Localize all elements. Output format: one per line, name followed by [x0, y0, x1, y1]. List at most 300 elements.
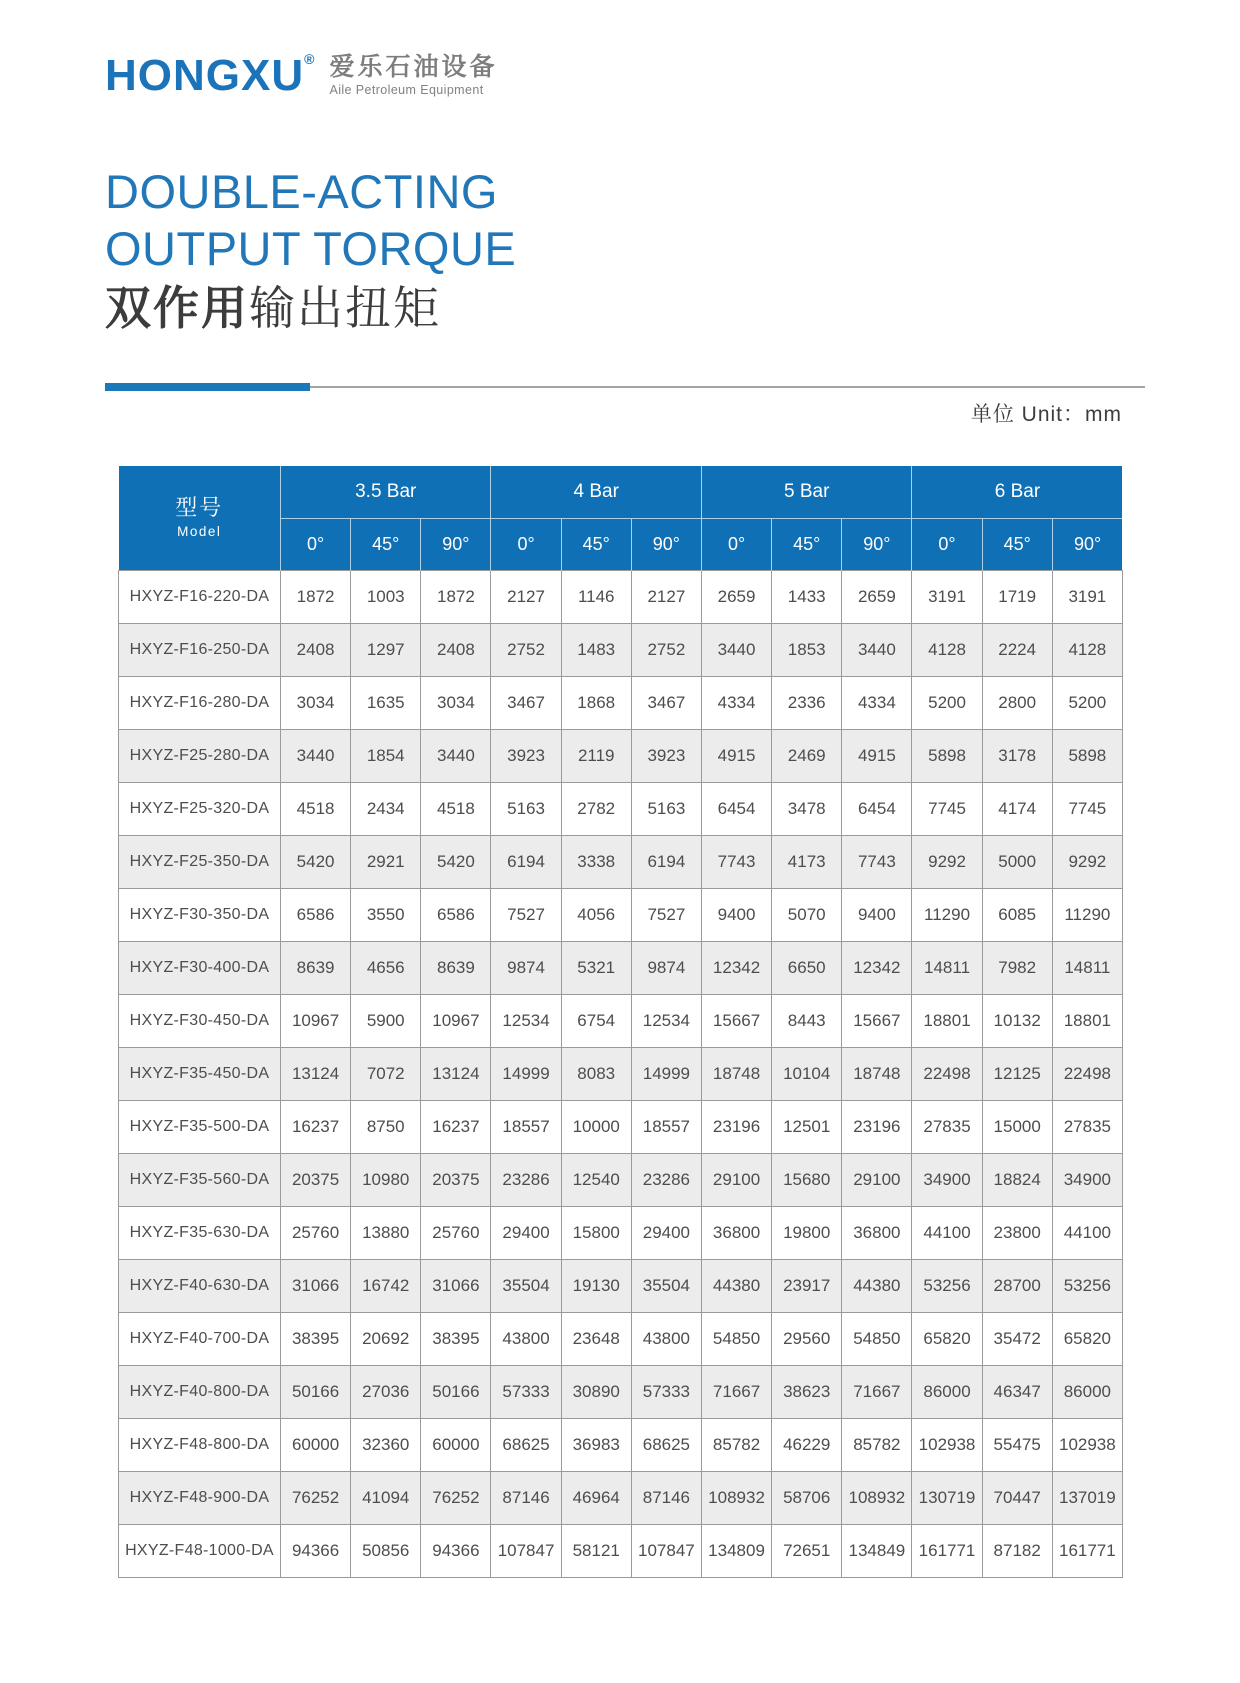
torque-value-cell: 4518: [281, 782, 351, 835]
torque-value-cell: 32360: [351, 1418, 421, 1471]
torque-value-cell: 58706: [772, 1471, 842, 1524]
torque-value-cell: 3467: [631, 676, 701, 729]
torque-value-cell: 5420: [281, 835, 351, 888]
torque-value-cell: 3923: [631, 729, 701, 782]
model-header-cn: 型号: [175, 495, 224, 521]
torque-value-cell: 57333: [491, 1365, 561, 1418]
torque-value-cell: 25760: [421, 1206, 491, 1259]
torque-table: [118, 466, 1123, 1578]
torque-value-cell: 5070: [772, 888, 842, 941]
model-cell: HXYZ-F35-450-DA: [119, 1047, 281, 1100]
torque-value-cell: 18801: [1052, 994, 1122, 1047]
torque-value-cell: 2224: [982, 623, 1052, 676]
page-title: [105, 163, 516, 339]
model-cell: HXYZ-F48-800-DA: [119, 1418, 281, 1471]
torque-value-cell: 8443: [772, 994, 842, 1047]
torque-value-cell: 3550: [351, 888, 421, 941]
torque-value-cell: 6454: [842, 782, 912, 835]
table-row: [119, 570, 1123, 623]
torque-value-cell: 23800: [982, 1206, 1052, 1259]
torque-value-cell: 1853: [772, 623, 842, 676]
table-row: [119, 782, 1123, 835]
brand-en-name: Aile Petroleum Equipment: [329, 82, 484, 97]
torque-value-cell: 12534: [631, 994, 701, 1047]
torque-value-cell: 2408: [281, 623, 351, 676]
torque-value-cell: 3478: [772, 782, 842, 835]
torque-value-cell: 5200: [912, 676, 982, 729]
pressure-header-5-bar: 5 Bar: [701, 466, 911, 518]
model-cell: HXYZ-F30-350-DA: [119, 888, 281, 941]
model-cell: HXYZ-F48-1000-DA: [119, 1524, 281, 1577]
torque-value-cell: 68625: [631, 1418, 701, 1471]
torque-value-cell: 85782: [842, 1418, 912, 1471]
torque-value-cell: 87146: [491, 1471, 561, 1524]
model-cell: HXYZ-F35-500-DA: [119, 1100, 281, 1153]
torque-value-cell: 130719: [912, 1471, 982, 1524]
logo: [105, 52, 497, 98]
title-line-2: OUTPUT TORQUE: [105, 222, 517, 275]
torque-value-cell: 65820: [912, 1312, 982, 1365]
torque-value-cell: 19130: [561, 1259, 631, 1312]
torque-value-cell: 15800: [561, 1206, 631, 1259]
torque-value-cell: 13124: [421, 1047, 491, 1100]
brand-cn-name: 爱乐石油设备: [329, 53, 498, 81]
torque-value-cell: 7745: [1052, 782, 1122, 835]
torque-value-cell: 15667: [701, 994, 771, 1047]
torque-value-cell: 10967: [281, 994, 351, 1047]
model-cell: HXYZ-F40-700-DA: [119, 1312, 281, 1365]
table-body: [119, 570, 1123, 1577]
torque-value-cell: 11290: [1052, 888, 1122, 941]
torque-value-cell: 53256: [912, 1259, 982, 1312]
torque-value-cell: 2127: [631, 570, 701, 623]
torque-value-cell: 71667: [842, 1365, 912, 1418]
torque-value-cell: 43800: [631, 1312, 701, 1365]
angle-header: 45°: [351, 518, 421, 570]
torque-value-cell: 28700: [982, 1259, 1052, 1312]
torque-value-cell: 76252: [281, 1471, 351, 1524]
model-cell: HXYZ-F25-320-DA: [119, 782, 281, 835]
torque-value-cell: 9400: [842, 888, 912, 941]
unit-label: 单位 Unit：mm: [970, 403, 1122, 426]
pressure-header-row: [119, 466, 1123, 518]
model-cell: HXYZ-F35-560-DA: [119, 1153, 281, 1206]
torque-value-cell: 46229: [772, 1418, 842, 1471]
table-row: [119, 1100, 1123, 1153]
torque-value-cell: 3191: [912, 570, 982, 623]
torque-value-cell: 6194: [491, 835, 561, 888]
angle-header: 90°: [842, 518, 912, 570]
torque-value-cell: 38623: [772, 1365, 842, 1418]
torque-value-cell: 23196: [701, 1100, 771, 1153]
torque-value-cell: 35504: [491, 1259, 561, 1312]
table-row: [119, 623, 1123, 676]
torque-value-cell: 94366: [421, 1524, 491, 1577]
torque-value-cell: 1297: [351, 623, 421, 676]
torque-value-cell: 72651: [772, 1524, 842, 1577]
torque-value-cell: 44380: [701, 1259, 771, 1312]
torque-value-cell: 46964: [561, 1471, 631, 1524]
torque-value-cell: 35472: [982, 1312, 1052, 1365]
torque-value-cell: 22498: [1052, 1047, 1122, 1100]
torque-value-cell: 2752: [491, 623, 561, 676]
angle-header: 45°: [982, 518, 1052, 570]
torque-value-cell: 2336: [772, 676, 842, 729]
torque-value-cell: 25760: [281, 1206, 351, 1259]
torque-value-cell: 19800: [772, 1206, 842, 1259]
torque-value-cell: 18824: [982, 1153, 1052, 1206]
torque-value-cell: 50166: [421, 1365, 491, 1418]
torque-value-cell: 7527: [491, 888, 561, 941]
torque-value-cell: 13880: [351, 1206, 421, 1259]
torque-value-cell: 3440: [842, 623, 912, 676]
torque-value-cell: 29560: [772, 1312, 842, 1365]
angle-header: 0°: [491, 518, 561, 570]
torque-value-cell: 71667: [701, 1365, 771, 1418]
torque-value-cell: 15667: [842, 994, 912, 1047]
torque-value-cell: 1872: [421, 570, 491, 623]
torque-value-cell: 12534: [491, 994, 561, 1047]
torque-value-cell: 29400: [631, 1206, 701, 1259]
torque-value-cell: 29100: [701, 1153, 771, 1206]
torque-value-cell: 54850: [842, 1312, 912, 1365]
torque-value-cell: 20375: [421, 1153, 491, 1206]
torque-value-cell: 29400: [491, 1206, 561, 1259]
torque-value-cell: 2408: [421, 623, 491, 676]
torque-value-cell: 27036: [351, 1365, 421, 1418]
table-row: [119, 1524, 1123, 1577]
torque-value-cell: 55475: [982, 1418, 1052, 1471]
torque-value-cell: 4128: [912, 623, 982, 676]
torque-value-cell: 2782: [561, 782, 631, 835]
angle-header: 45°: [561, 518, 631, 570]
torque-value-cell: 16237: [421, 1100, 491, 1153]
pressure-header-3-5-bar: 3.5 Bar: [281, 466, 491, 518]
torque-value-cell: 14811: [1052, 941, 1122, 994]
torque-value-cell: 23286: [491, 1153, 561, 1206]
torque-value-cell: 2127: [491, 570, 561, 623]
torque-value-cell: 107847: [631, 1524, 701, 1577]
torque-value-cell: 108932: [701, 1471, 771, 1524]
torque-value-cell: 86000: [1052, 1365, 1122, 1418]
torque-value-cell: 50166: [281, 1365, 351, 1418]
table-row: [119, 1365, 1123, 1418]
table-row: [119, 676, 1123, 729]
torque-value-cell: 3338: [561, 835, 631, 888]
torque-value-cell: 4174: [982, 782, 1052, 835]
torque-value-cell: 10000: [561, 1100, 631, 1153]
torque-value-cell: 12540: [561, 1153, 631, 1206]
torque-value-cell: 23196: [842, 1100, 912, 1153]
torque-value-cell: 102938: [1052, 1418, 1122, 1471]
torque-value-cell: 30890: [561, 1365, 631, 1418]
torque-value-cell: 6454: [701, 782, 771, 835]
torque-value-cell: 20375: [281, 1153, 351, 1206]
torque-value-cell: 9874: [491, 941, 561, 994]
pressure-header-4-bar: 4 Bar: [491, 466, 701, 518]
torque-value-cell: 4128: [1052, 623, 1122, 676]
torque-value-cell: 18748: [842, 1047, 912, 1100]
torque-value-cell: 60000: [281, 1418, 351, 1471]
table-row: [119, 888, 1123, 941]
torque-value-cell: 6586: [281, 888, 351, 941]
torque-value-cell: 4656: [351, 941, 421, 994]
torque-value-cell: 12342: [701, 941, 771, 994]
torque-value-cell: 5163: [631, 782, 701, 835]
torque-value-cell: 44100: [912, 1206, 982, 1259]
torque-value-cell: 15680: [772, 1153, 842, 1206]
torque-value-cell: 85782: [701, 1418, 771, 1471]
model-cell: HXYZ-F16-250-DA: [119, 623, 281, 676]
torque-value-cell: 68625: [491, 1418, 561, 1471]
torque-value-cell: 76252: [421, 1471, 491, 1524]
torque-value-cell: 134849: [842, 1524, 912, 1577]
torque-value-cell: 16742: [351, 1259, 421, 1312]
torque-value-cell: 36800: [701, 1206, 771, 1259]
title-cn-bold: 双作用: [105, 282, 249, 334]
torque-value-cell: 7527: [631, 888, 701, 941]
torque-value-cell: 5321: [561, 941, 631, 994]
torque-value-cell: 65820: [1052, 1312, 1122, 1365]
torque-value-cell: 9292: [912, 835, 982, 888]
torque-value-cell: 7743: [701, 835, 771, 888]
torque-value-cell: 5420: [421, 835, 491, 888]
torque-value-cell: 4334: [842, 676, 912, 729]
torque-value-cell: 161771: [1052, 1524, 1122, 1577]
torque-value-cell: 50856: [351, 1524, 421, 1577]
angle-header: 90°: [631, 518, 701, 570]
torque-value-cell: 12342: [842, 941, 912, 994]
torque-value-cell: 3178: [982, 729, 1052, 782]
torque-value-cell: 5163: [491, 782, 561, 835]
torque-value-cell: 5898: [912, 729, 982, 782]
torque-value-cell: 1146: [561, 570, 631, 623]
torque-value-cell: 22498: [912, 1047, 982, 1100]
torque-value-cell: 60000: [421, 1418, 491, 1471]
torque-value-cell: 10132: [982, 994, 1052, 1047]
angle-header: 90°: [1052, 518, 1122, 570]
torque-value-cell: 38395: [421, 1312, 491, 1365]
angle-header: 0°: [701, 518, 771, 570]
angle-header: 45°: [772, 518, 842, 570]
torque-value-cell: 3034: [281, 676, 351, 729]
torque-value-cell: 3191: [1052, 570, 1122, 623]
torque-value-cell: 46347: [982, 1365, 1052, 1418]
torque-value-cell: 5200: [1052, 676, 1122, 729]
torque-value-cell: 35504: [631, 1259, 701, 1312]
torque-value-cell: 70447: [982, 1471, 1052, 1524]
torque-value-cell: 3923: [491, 729, 561, 782]
torque-value-cell: 8639: [421, 941, 491, 994]
model-cell: HXYZ-F30-400-DA: [119, 941, 281, 994]
torque-value-cell: 1003: [351, 570, 421, 623]
torque-value-cell: 1854: [351, 729, 421, 782]
torque-value-cell: 8750: [351, 1100, 421, 1153]
torque-value-cell: 14811: [912, 941, 982, 994]
torque-value-cell: 87146: [631, 1471, 701, 1524]
torque-value-cell: 108932: [842, 1471, 912, 1524]
torque-value-cell: 8083: [561, 1047, 631, 1100]
model-column-header: [119, 466, 281, 570]
pressure-header-6-bar: 6 Bar: [912, 466, 1123, 518]
model-cell: HXYZ-F16-280-DA: [119, 676, 281, 729]
table-row: [119, 941, 1123, 994]
torque-value-cell: 2800: [982, 676, 1052, 729]
model-cell: HXYZ-F40-630-DA: [119, 1259, 281, 1312]
torque-value-cell: 1433: [772, 570, 842, 623]
model-cell: HXYZ-F25-350-DA: [119, 835, 281, 888]
torque-value-cell: 18801: [912, 994, 982, 1047]
model-cell: HXYZ-F16-220-DA: [119, 570, 281, 623]
angle-header: 90°: [421, 518, 491, 570]
torque-value-cell: 3440: [281, 729, 351, 782]
torque-value-cell: 2659: [701, 570, 771, 623]
torque-value-cell: 10104: [772, 1047, 842, 1100]
torque-value-cell: 41094: [351, 1471, 421, 1524]
torque-value-cell: 15000: [982, 1100, 1052, 1153]
torque-value-cell: 29100: [842, 1153, 912, 1206]
torque-value-cell: 34900: [912, 1153, 982, 1206]
table-row: [119, 1418, 1123, 1471]
torque-value-cell: 7982: [982, 941, 1052, 994]
table-row: [119, 1047, 1123, 1100]
model-cell: HXYZ-F30-450-DA: [119, 994, 281, 1047]
torque-value-cell: 7745: [912, 782, 982, 835]
brand-wordmark: [105, 52, 315, 98]
torque-value-cell: 4518: [421, 782, 491, 835]
torque-value-cell: 18748: [701, 1047, 771, 1100]
torque-value-cell: 6650: [772, 941, 842, 994]
brand-name: HONGXU: [105, 51, 305, 100]
torque-value-cell: 23648: [561, 1312, 631, 1365]
torque-value-cell: 31066: [281, 1259, 351, 1312]
torque-value-cell: 87182: [982, 1524, 1052, 1577]
torque-value-cell: 13124: [281, 1047, 351, 1100]
table-row: [119, 1471, 1123, 1524]
torque-value-cell: 4334: [701, 676, 771, 729]
model-cell: HXYZ-F35-630-DA: [119, 1206, 281, 1259]
divider-blue-bar: [105, 383, 310, 391]
model-cell: HXYZ-F48-900-DA: [119, 1471, 281, 1524]
torque-value-cell: 2921: [351, 835, 421, 888]
torque-value-cell: 107847: [491, 1524, 561, 1577]
torque-value-cell: 36800: [842, 1206, 912, 1259]
torque-value-cell: 36983: [561, 1418, 631, 1471]
torque-value-cell: 9874: [631, 941, 701, 994]
torque-value-cell: 20692: [351, 1312, 421, 1365]
torque-value-cell: 14999: [631, 1047, 701, 1100]
torque-value-cell: 1872: [281, 570, 351, 623]
torque-value-cell: 137019: [1052, 1471, 1122, 1524]
torque-value-cell: 12501: [772, 1100, 842, 1153]
torque-value-cell: 27835: [1052, 1100, 1122, 1153]
torque-value-cell: 102938: [912, 1418, 982, 1471]
torque-value-cell: 11290: [912, 888, 982, 941]
torque-value-cell: 44380: [842, 1259, 912, 1312]
torque-value-cell: 10967: [421, 994, 491, 1047]
torque-value-cell: 2469: [772, 729, 842, 782]
torque-value-cell: 86000: [912, 1365, 982, 1418]
torque-value-cell: 23917: [772, 1259, 842, 1312]
title-line-1: DOUBLE-ACTING: [105, 165, 498, 218]
model-cell: HXYZ-F40-800-DA: [119, 1365, 281, 1418]
table-row: [119, 835, 1123, 888]
torque-value-cell: 94366: [281, 1524, 351, 1577]
torque-value-cell: 43800: [491, 1312, 561, 1365]
torque-value-cell: 23286: [631, 1153, 701, 1206]
torque-value-cell: 2659: [842, 570, 912, 623]
table-row: [119, 994, 1123, 1047]
torque-value-cell: 2119: [561, 729, 631, 782]
torque-value-cell: 58121: [561, 1524, 631, 1577]
table-row: [119, 1153, 1123, 1206]
torque-value-cell: 14999: [491, 1047, 561, 1100]
torque-value-cell: 4915: [701, 729, 771, 782]
table-row: [119, 1206, 1123, 1259]
title-line-cn: [105, 277, 516, 339]
brand-subtitle: [329, 52, 497, 97]
table-row: [119, 729, 1123, 782]
table-row: [119, 1312, 1123, 1365]
table-row: [119, 1259, 1123, 1312]
torque-value-cell: 4173: [772, 835, 842, 888]
torque-value-cell: 10980: [351, 1153, 421, 1206]
torque-value-cell: 3440: [421, 729, 491, 782]
torque-value-cell: 3034: [421, 676, 491, 729]
torque-value-cell: 9292: [1052, 835, 1122, 888]
torque-value-cell: 16237: [281, 1100, 351, 1153]
torque-value-cell: 44100: [1052, 1206, 1122, 1259]
torque-value-cell: 6586: [421, 888, 491, 941]
torque-value-cell: 161771: [912, 1524, 982, 1577]
torque-value-cell: 34900: [1052, 1153, 1122, 1206]
torque-value-cell: 134809: [701, 1524, 771, 1577]
model-cell: HXYZ-F25-280-DA: [119, 729, 281, 782]
torque-value-cell: 18557: [631, 1100, 701, 1153]
torque-value-cell: 5900: [351, 994, 421, 1047]
torque-value-cell: 2434: [351, 782, 421, 835]
torque-value-cell: 12125: [982, 1047, 1052, 1100]
torque-value-cell: 6754: [561, 994, 631, 1047]
section-divider: [105, 383, 1145, 391]
torque-value-cell: 1719: [982, 570, 1052, 623]
torque-value-cell: 3440: [701, 623, 771, 676]
torque-value-cell: 5898: [1052, 729, 1122, 782]
torque-value-cell: 3467: [491, 676, 561, 729]
model-header-en: Model: [177, 524, 222, 540]
torque-value-cell: 4056: [561, 888, 631, 941]
torque-value-cell: 7743: [842, 835, 912, 888]
torque-value-cell: 18557: [491, 1100, 561, 1153]
torque-value-cell: 57333: [631, 1365, 701, 1418]
registered-mark-icon: ®: [304, 51, 316, 67]
torque-value-cell: 38395: [281, 1312, 351, 1365]
torque-value-cell: 1635: [351, 676, 421, 729]
torque-value-cell: 6085: [982, 888, 1052, 941]
torque-value-cell: 1868: [561, 676, 631, 729]
torque-value-cell: 6194: [631, 835, 701, 888]
torque-value-cell: 31066: [421, 1259, 491, 1312]
torque-value-cell: 7072: [351, 1047, 421, 1100]
angle-header: 0°: [912, 518, 982, 570]
torque-value-cell: 5000: [982, 835, 1052, 888]
torque-value-cell: 8639: [281, 941, 351, 994]
table-header: [119, 466, 1123, 570]
torque-value-cell: 1483: [561, 623, 631, 676]
torque-value-cell: 4915: [842, 729, 912, 782]
title-cn-regular: 输出扭矩: [249, 282, 441, 334]
angle-header: 0°: [281, 518, 351, 570]
